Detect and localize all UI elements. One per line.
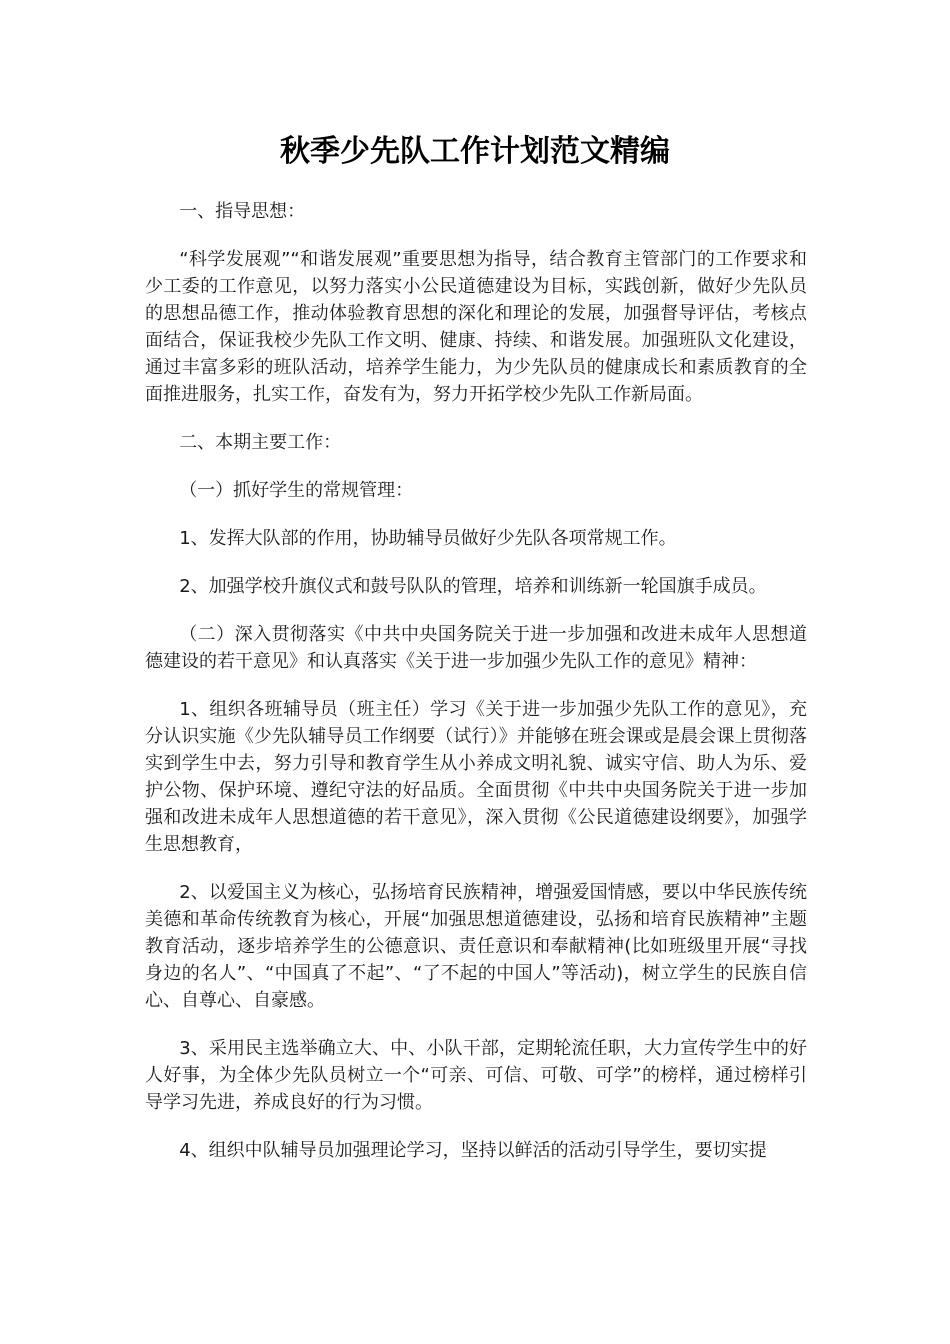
list-item-theory-study: 4、组织中队辅导员加强理论学习，坚持以鲜活的活动引导学生，要切实提 (179, 1140, 767, 1161)
list-item-patriotism: 2、以爱国主义为核心，弘扬培育民族精神，增强爱国情感，要以中华民族传统美德和革命传统教育为核心，开展“加强思想道德建设，弘扬和培育民族精神”主题教育活动，逐步培养学生的公德意识、责任意识和奉献精神(比如班级里开展“寻找身边的名人”、“中国真了不起”、“了不起的中国人”等活动)，树立学生的民族自信心、自尊心、自豪感。 (145, 882, 807, 1011)
document-body (145, 198, 807, 1164)
subsection-heading-implementation: （二）深入贯彻落实《中共中央国务院关于进一步加强和改进未成年人思想道德建设的若干意见》和认真落实《关于进一步加强少先队工作的意见》精神： (145, 624, 807, 672)
subsection-heading-routine-management: （一）抓好学生的常规管理： (179, 480, 414, 501)
list-item-counselor-study: 1、组织各班辅导员（班主任）学习《关于进一步加强少先队工作的意见》，充分认识实施《少先队辅导员工作纲要（试行）》并能够在班会课或是晨会课上贯彻落实到学生中去，努力引导和教育学生从小养成文明礼貌、诚实守信、助人为乐、爱护公物、保护环境、遵纪守法的好品质。全面贯彻《中共中央国务院关于进一步加强和改进未成年人思想道德的若干意见》，深入贯彻《公民道德建设纲要》，加强学生思想教育， (145, 699, 807, 855)
list-item-flag-ceremony: 2、加强学校升旗仪式和鼓号队队的管理，培养和训练新一轮国旗手成员。 (179, 576, 767, 597)
list-item-democratic-election: 3、采用民主选举确立大、中、小队干部，定期轮流任职，大力宣传学生中的好人好事，为全体少先队员树立一个“可亲、可信、可敬、可学”的榜样，通过榜样引导学习先进，养成良好的行为习惯。 (145, 1038, 807, 1113)
document-title: 秋季少先队工作计划范文精编 (280, 134, 670, 169)
section-heading-guiding-ideology: 一、指导思想： (179, 201, 306, 222)
paragraph-guiding-ideology: “科学发展观”“和谐发展观”重要思想为指导，结合教育主管部门的工作要求和少工委的工作意见，以努力落实小公民道德建设为目标，实践创新，做好少先队员的思想品德工作，推动体验教育思想的深化和理论的发展，加强督导评估，考核点面结合，保证我校少先队工作文明、健康、持续、和谐发展。加强班队文化建设，通过丰富多彩的班队活动，培养学生能力，为少先队员的健康成长和素质教育的全面推进服务，扎实工作，奋发有为，努力开拓学校少先队工作新局面。 (145, 249, 807, 405)
section-heading-main-work: 二、本期主要工作： (179, 432, 342, 453)
list-item-brigade-role: 1、发挥大队部的作用，协助辅导员做好少先队各项常规工作。 (179, 528, 677, 549)
